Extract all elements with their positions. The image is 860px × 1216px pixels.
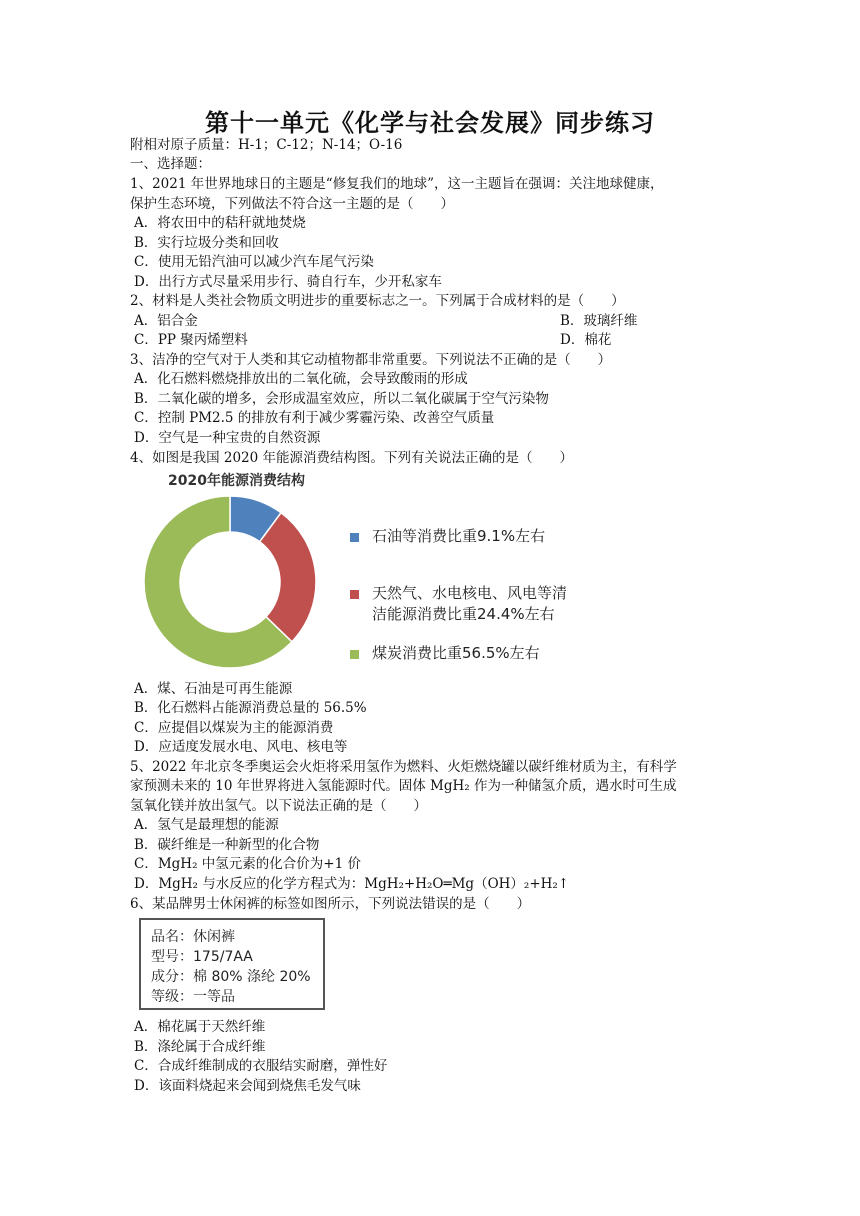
q3-option-d: D．空气是一种宝贵的自然资源 [134, 430, 321, 446]
legend-coal: 煤炭消费比重56.5%左右 [372, 644, 540, 662]
q2-option-d: D．棉花 [560, 332, 612, 348]
q6-stem: 6、某品牌男士休闲裤的标签如图所示，下列说法错误的是（ ） [130, 896, 531, 912]
q6-option-b: B．涤纶属于合成纤维 [134, 1039, 266, 1055]
tag-grade: 等级：一等品 [151, 989, 235, 1005]
q1-stem-line-2: 保护生态环境，下列做法不符合这一主题的是（ ） [130, 196, 454, 212]
donut-chart [140, 492, 320, 672]
legend-clean-line-1: 天然气、水电核电、风电等清 [372, 584, 568, 602]
tag-model: 型号：175/7AA [151, 949, 253, 965]
atomic-mass-note: 附相对原子质量：H-1；C-12；N-14；O-16 [130, 137, 403, 153]
q2-stem: 2、材料是人类社会物质文明进步的重要标志之一。下列属于合成材料的是（ ） [130, 293, 625, 309]
section-heading: 一、选择题： [130, 156, 211, 172]
page-title: 第十一单元《化学与社会发展》同步练习 [205, 109, 655, 137]
q4-option-d: D．应适度发展水电、风电、核电等 [134, 739, 348, 755]
legend-swatch-clean [350, 590, 359, 599]
chart-title: 2020年能源消费结构 [168, 473, 305, 489]
q4-option-c: C．应提倡以煤炭为主的能源消费 [134, 720, 334, 736]
q4-option-a: A．煤、石油是可再生能源 [134, 681, 293, 697]
energy-chart [140, 470, 600, 670]
legend-swatch-coal [350, 650, 359, 659]
clothing-tag [139, 918, 325, 1010]
legend-oil: 石油等消费比重9.1%左右 [372, 527, 546, 545]
q5-option-a: A．氢气是最理想的能源 [134, 817, 279, 833]
legend-clean-line-2: 洁能源消费比重24.4%左右 [372, 605, 555, 623]
q1-option-a: A．将农田中的秸秆就地焚烧 [134, 215, 306, 231]
q2-option-c: C．PP 聚丙烯塑料 [134, 332, 248, 348]
q5-option-c: C．MgH₂ 中氢元素的化合价为+1 价 [134, 856, 361, 872]
q2-option-b: B．玻璃纤维 [560, 313, 638, 329]
q3-option-c: C．控制 PM2.5 的排放有利于减少雾霾污染、改善空气质量 [134, 410, 495, 426]
legend-swatch-oil [350, 533, 359, 542]
tag-composition: 成分：棉 80% 涤纶 20% [151, 969, 311, 985]
q3-stem: 3、洁净的空气对于人类和其它动植物都非常重要。下列说法不正确的是（ ） [130, 352, 612, 368]
q4-stem: 4、如图是我国 2020 年能源消费结构图。下列有关说法正确的是（ ） [130, 450, 574, 466]
q2-option-a: A．铝合金 [134, 313, 198, 329]
q1-option-c: C．使用无铅汽油可以减少汽车尾气污染 [134, 254, 374, 270]
q5-option-d: D．MgH₂ 与水反应的化学方程式为：MgH₂+H₂O═Mg（OH）₂+H₂↑ [134, 876, 570, 892]
tag-name: 品名：休闲裤 [151, 929, 235, 945]
q6-option-a: A．棉花属于天然纤维 [134, 1019, 266, 1035]
q6-option-c: C．合成纤维制成的衣服结实耐磨，弹性好 [134, 1058, 388, 1074]
q1-stem-line-1: 1、2021 年世界地球日的主题是“修复我们的地球”，这一主题旨在强调：关注地球健康， [130, 176, 664, 192]
q1-option-b: B．实行垃圾分类和回收 [134, 235, 279, 251]
q5-option-b: B．碳纤维是一种新型的化合物 [134, 837, 320, 853]
q3-option-b: B．二氧化碳的增多，会形成温室效应，所以二氧化碳属于空气污染物 [134, 391, 549, 407]
q5-stem-line-1: 5、2022 年北京冬季奥运会火炬将采用氢作为燃料、火炬燃烧罐以碳纤维材质为主，有科学 [130, 759, 677, 775]
q6-option-d: D．该面料烧起来会闻到烧焦毛发气味 [134, 1078, 361, 1094]
q5-stem-line-3: 氢氧化镁并放出氢气。以下说法正确的是（ ） [130, 798, 427, 814]
q3-option-a: A．化石燃料燃烧排放出的二氧化硫，会导致酸雨的形成 [134, 371, 468, 387]
q5-stem-line-2: 家预测未来的 10 年世界将进入氢能源时代。固体 MgH₂ 作为一种储氢介质，遇水时可生成 [130, 778, 677, 794]
q4-option-b: B．化石燃料占能源消费总量的 56.5% [134, 700, 367, 716]
q1-option-d: D．出行方式尽量采用步行、骑自行车，少开私家车 [134, 274, 442, 290]
